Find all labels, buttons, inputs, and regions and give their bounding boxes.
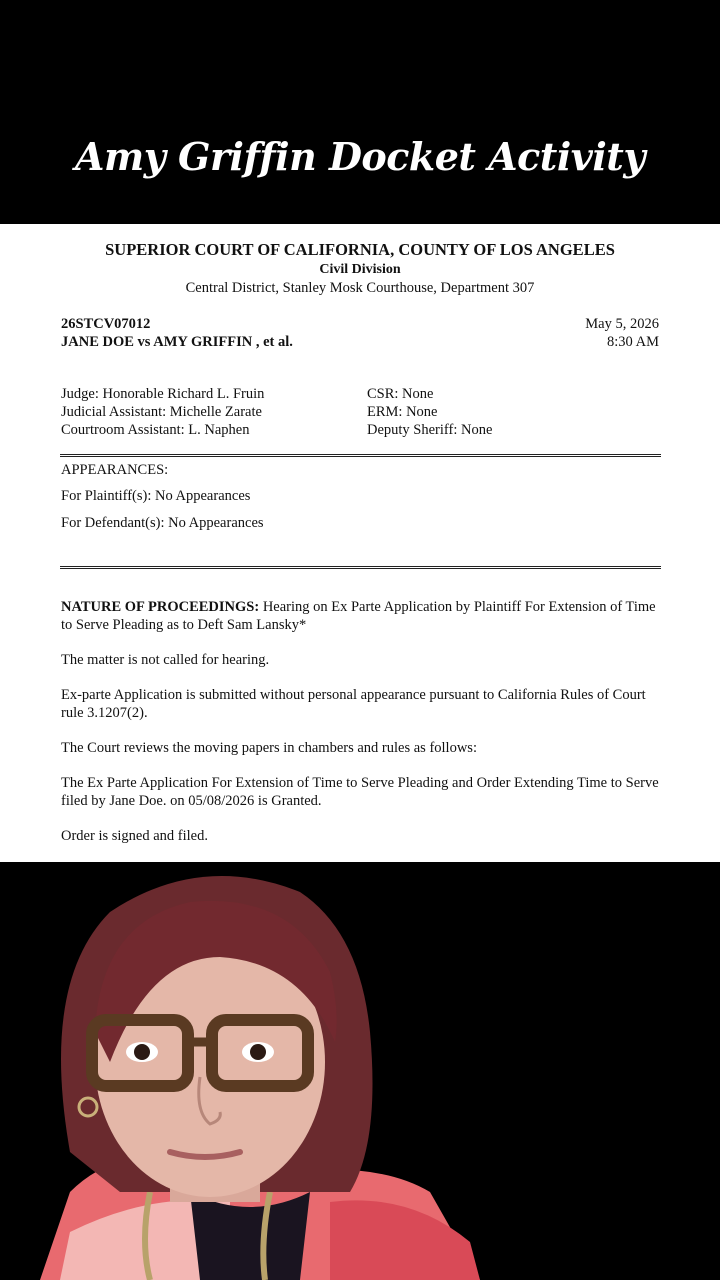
court-document [0,224,720,862]
erm: ERM: None [367,404,438,420]
nature-of-proceedings [61,598,661,634]
presenter-video [0,862,720,1280]
overlay-title: Amy Griffin Docket Activity [75,134,645,179]
deputy-sheriff: Deputy Sheriff: None [367,422,493,438]
divider [60,454,661,457]
judicial-assistant: Judicial Assistant: Michelle Zarate [61,404,262,420]
appearances-heading: APPEARANCES: [61,462,169,478]
case-number: 26STCV07012 [61,316,151,332]
court-name: SUPERIOR COURT OF CALIFORNIA, COUNTY OF LOS ANGELES [105,240,615,259]
paragraph: The Ex Parte Application For Extension of Time to Serve Pleading and Order Extending Time to Serve filed by Jane Doe. on 05/08/2026 is Granted. [61,775,659,809]
divider [60,566,661,569]
title-bar [0,0,720,224]
paragraph: The Court reviews the moving papers in chambers and rules as follows: [61,740,477,756]
paragraph: Ex-parte Application is submitted without personal appearance pursuant to California Rules of Court rule 3.1207(2). [61,687,646,721]
csr: CSR: None [367,386,434,402]
plaintiff-appearance: For Plaintiff(s): No Appearances [61,488,251,504]
court-location: Central District, Stanley Mosk Courthouse, Department 307 [185,280,535,296]
defendant-appearance: For Defendant(s): No Appearances [61,515,264,531]
paragraph: The matter is not called for hearing. [61,652,270,668]
paragraph: Order is signed and filed. [61,828,208,844]
nature-text: Hearing on Ex Parte Application by Plaintiff For Extension of Time to Serve Pleading as to Deft Sam Lansky* [61,599,656,633]
presenter-illustration [0,862,720,1280]
courtroom-assistant: Courtroom Assistant: L. Naphen [61,422,250,438]
case-title: JANE DOE vs AMY GRIFFIN , et al. [61,334,293,350]
division: Civil Division [319,262,401,277]
judge: Judge: Honorable Richard L. Fruin [61,386,265,402]
nature-label: NATURE OF PROCEEDINGS: [61,599,260,615]
hearing-time: 8:30 AM [607,334,659,350]
hearing-date: May 5, 2026 [585,316,659,332]
